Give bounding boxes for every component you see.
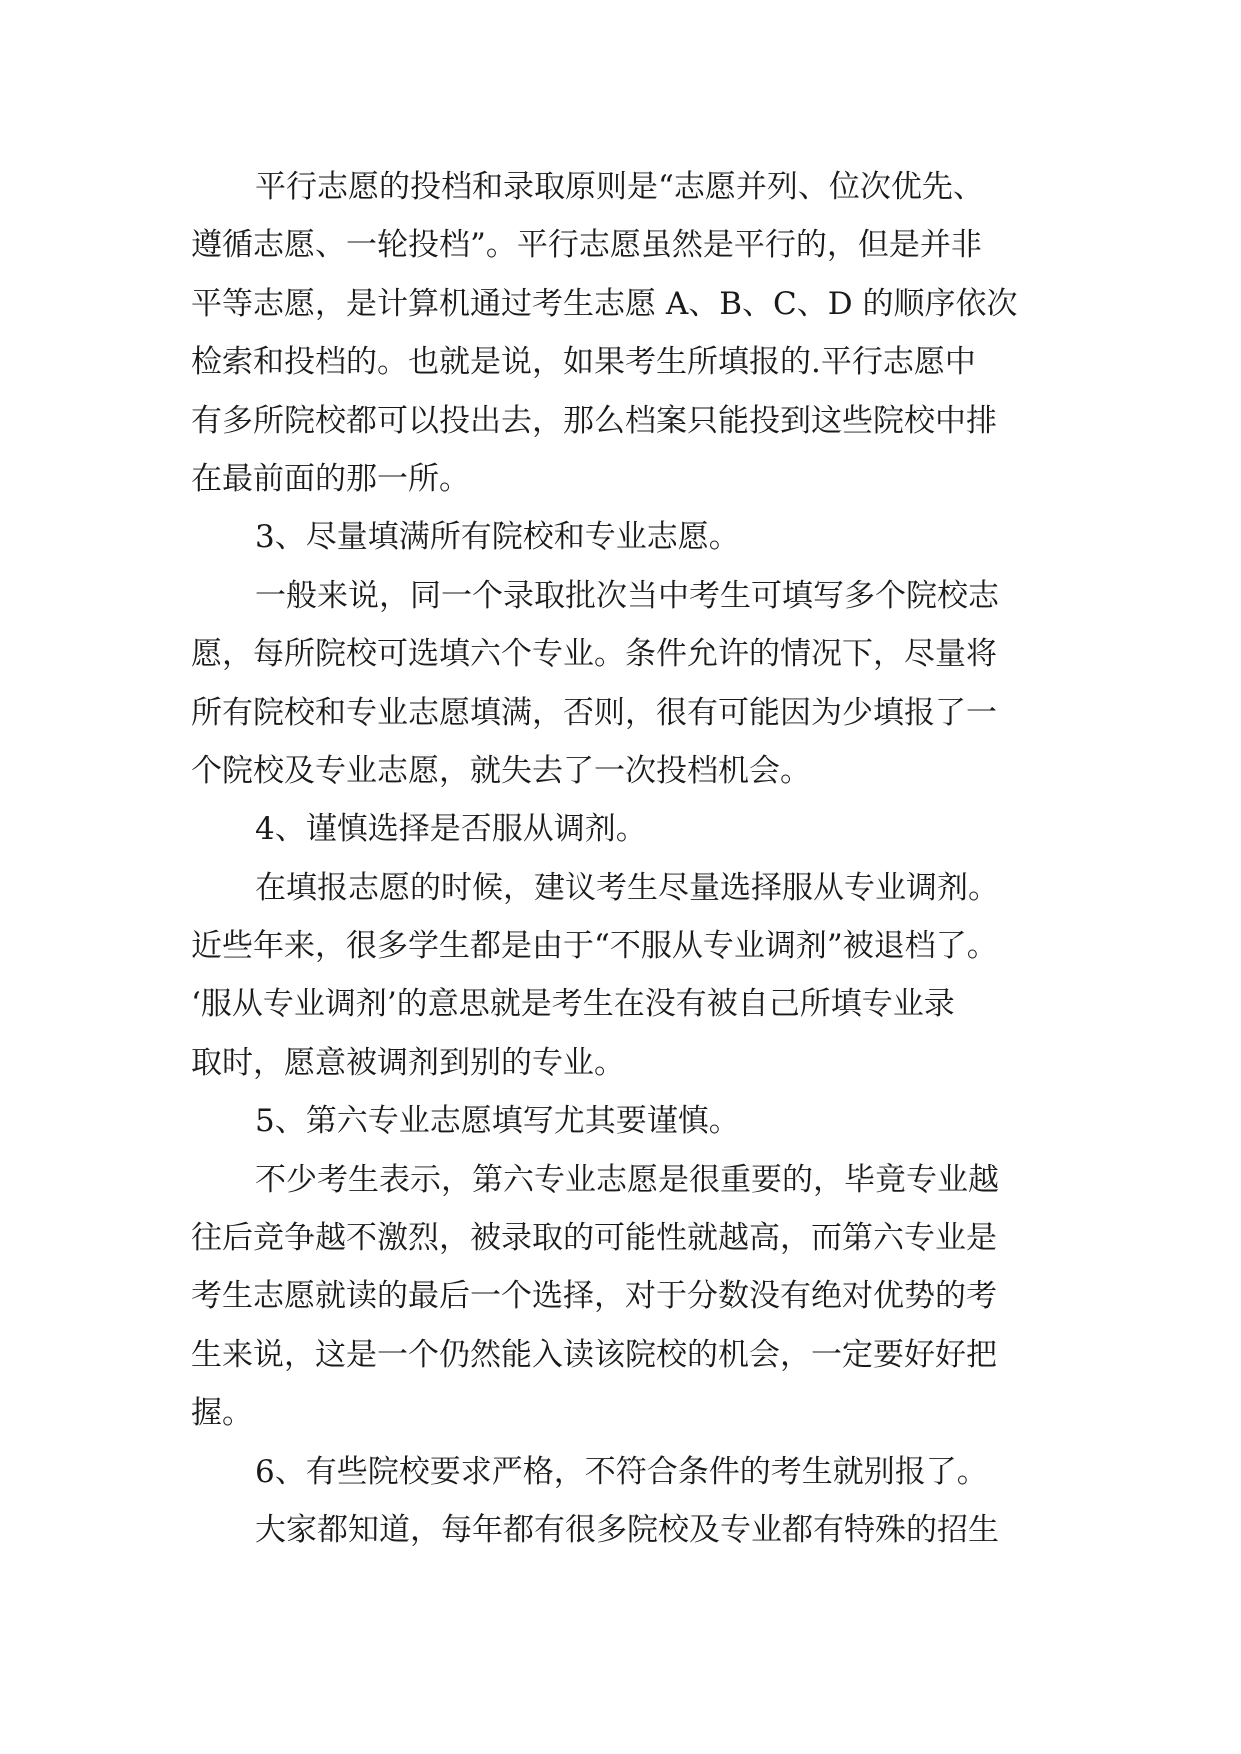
- text-line: 个院校及专业志愿，就失去了一次投档机会。: [191, 752, 811, 789]
- text-line: 往后竞争越不激烈，被录取的可能性就越高，而第六专业是: [191, 1220, 997, 1257]
- text-line: 愿，每所院校可选填六个专业。条件允许的情况下，尽量将: [191, 636, 997, 673]
- text-line: 在填报志愿的时候，建议考生尽量选择服从专业调剂。: [255, 869, 999, 906]
- text-line: 3、尽量填满所有院校和专业志愿。: [255, 519, 740, 556]
- text-line: 取时，愿意被调剂到别的专业。: [191, 1044, 625, 1081]
- text-line: 一般来说，同一个录取批次当中考生可填写多个院校志: [255, 577, 999, 614]
- document-body: [191, 158, 1071, 1559]
- text-line: 6、有些院校要求严格，不符合条件的考生就别报了。: [255, 1453, 988, 1490]
- text-line: 4、谨慎选择是否服从调剂。: [255, 811, 647, 848]
- text-line: 生来说，这是一个仍然能入读该院校的机会，一定要好好把: [191, 1336, 997, 1373]
- text-line: 所有院校和专业志愿填满，否则，很有可能因为少填报了一: [191, 694, 997, 731]
- text-line: 5、第六专业志愿填写尤其要谨慎。: [255, 1103, 740, 1140]
- text-line: 遵循志愿、一轮投档”。平行志愿虽然是平行的，但是并非: [191, 227, 982, 264]
- text-line: 握。: [191, 1395, 253, 1432]
- text-line: 平行志愿的投档和录取原则是“志愿并列、位次优先、: [255, 169, 984, 205]
- text-line: 检索和投档的。也就是说，如果考生所填报的.平行志愿中: [191, 344, 976, 381]
- text-line: 平等志愿，是计算机通过考生志愿 A、B、C、D 的顺序依次: [191, 285, 1018, 322]
- text-line: 考生志愿就读的最后一个选择，对于分数没有绝对优势的考: [191, 1278, 997, 1315]
- text-line: 在最前面的那一所。: [191, 460, 470, 497]
- text-line: 有多所院校都可以投出去，那么档案只能投到这些院校中排: [191, 402, 997, 439]
- text-line: ‘服从专业调剂’的意思就是考生在没有被自己所填专业录: [191, 986, 955, 1023]
- text-line: 不少考生表示，第六专业志愿是很重要的，毕竟专业越: [255, 1161, 999, 1198]
- text-line: 近些年来，很多学生都是由于“不服从专业调剂”被退档了。: [191, 928, 998, 965]
- text-line: 大家都知道，每年都有很多院校及专业都有特殊的招生: [255, 1511, 999, 1548]
